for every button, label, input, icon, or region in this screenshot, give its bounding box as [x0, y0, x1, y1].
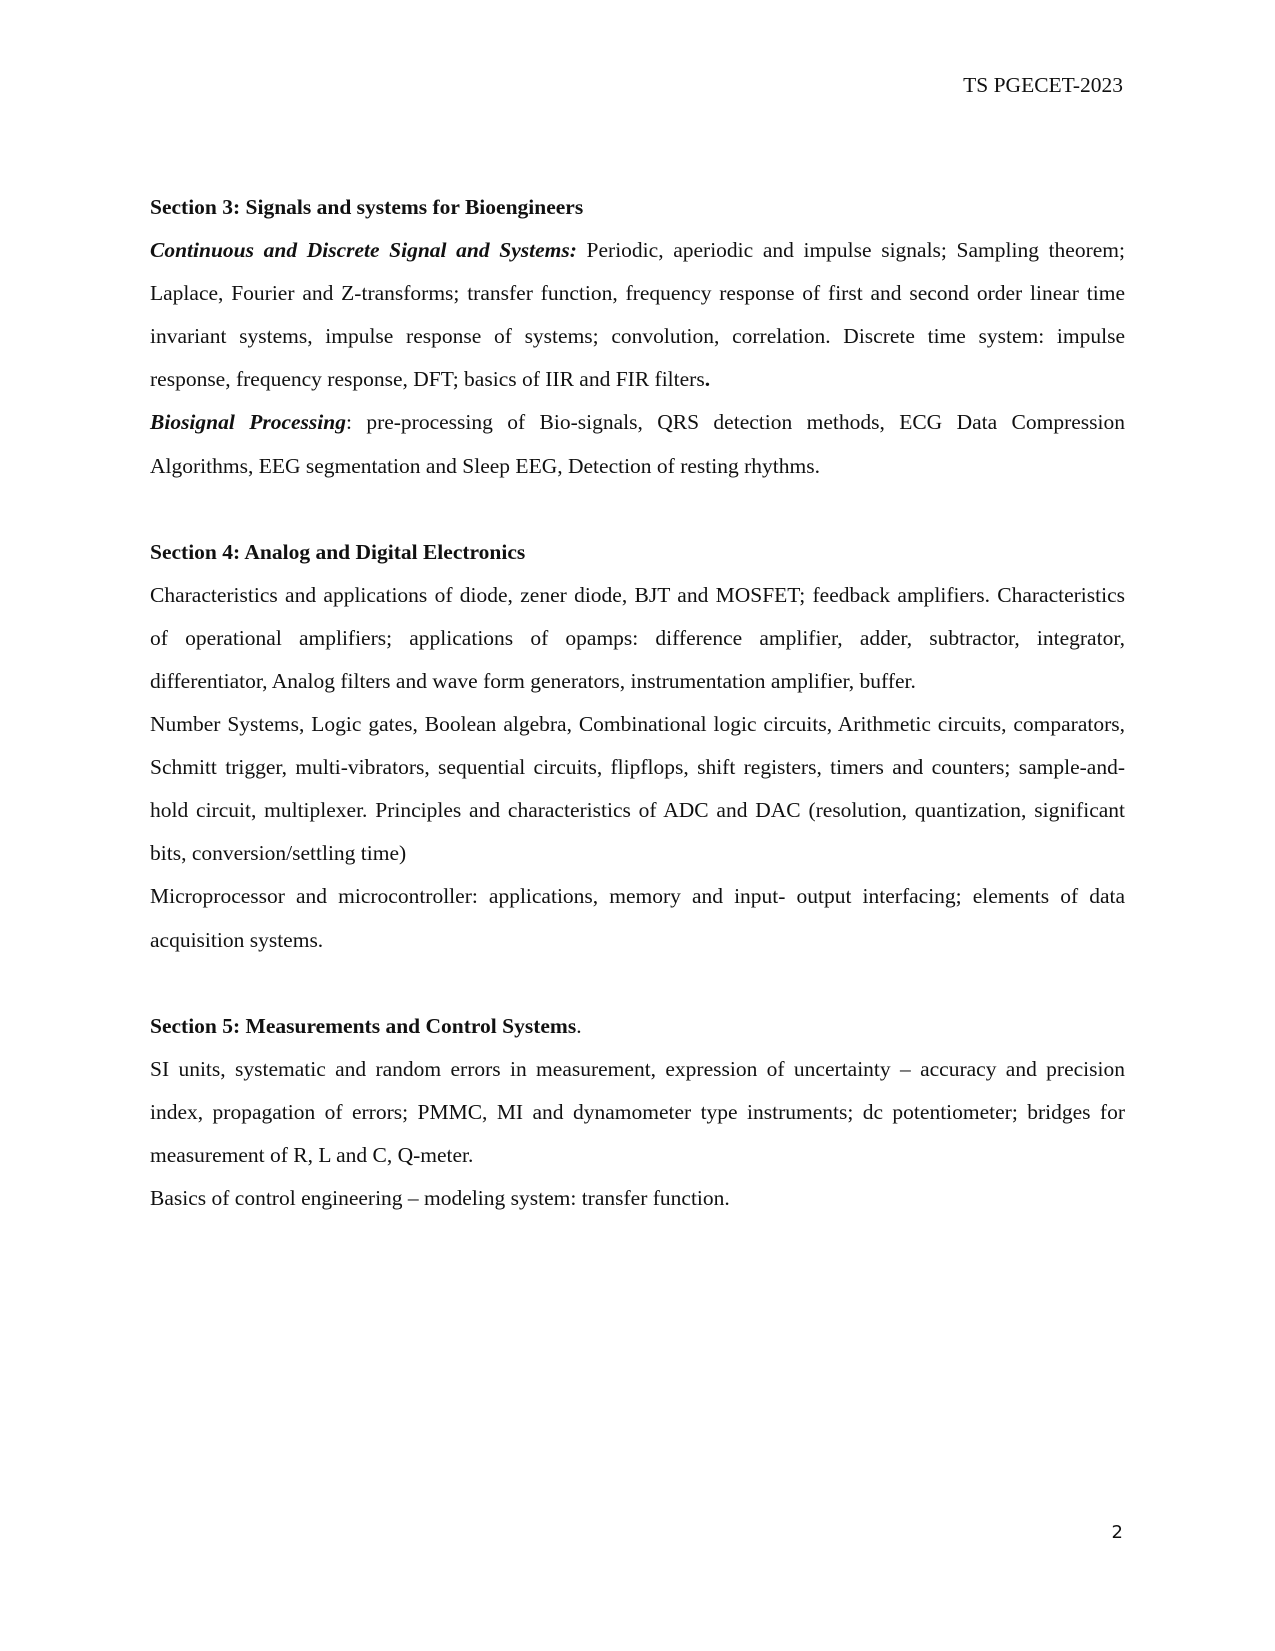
page-number: 2 — [1111, 1522, 1123, 1543]
signals-text: Periodic, aperiodic and impulse signals; Sampling theorem; Laplace, Fourier and Z-transforms; transfer function, frequency response of first and second order linear time invariant systems, impulse response of systems; convolution, correlation. Discrete time system: impulse response, frequency response, DFT; basics of IIR and FIR filters — [150, 238, 1125, 392]
signals-lead-term: Continuous and Discrete Signal and Systems: — [150, 238, 577, 263]
section-5-paragraph-measurements: SI units, systematic and random errors in measurement, expression of uncertainty – accuracy and precision index, propagation of errors; PMMC, MI and dynamometer type instruments; dc potentiometer; bridges for measurement of R, L and C, Q-meter. — [150, 1056, 1125, 1167]
section-4 — [150, 531, 1125, 962]
section-4-paragraph-analog: Characteristics and applications of diode, zener diode, BJT and MOSFET; feedback amplifiers. Characteristics of operational amplifiers; applications of opamps: difference amplifier, adder, subtractor, integrator, differentiator, Analog filters and wave form generators, instrumentation amplifier, buffer. — [150, 582, 1125, 693]
document-header — [963, 72, 1123, 98]
section-5-title-text: Section 5: Measurements and Control Systems — [150, 1013, 577, 1038]
section-4-paragraph-digital: Number Systems, Logic gates, Boolean algebra, Combinational logic circuits, Arithmetic circuits, comparators, Schmitt trigger, multi-vibrators, sequential circuits, flipflops, shift registers, timers and counters; sample-and-hold circuit, multiplexer. Principles and characteristics of ADC and DAC (resolution, quantization, significant bits, conversion/settling time) — [150, 712, 1125, 866]
section-4-title: Section 4: Analog and Digital Electronics — [150, 539, 526, 564]
section-5-title-period: . — [576, 1013, 582, 1038]
page-content — [150, 186, 1125, 1220]
section-5 — [150, 1005, 1125, 1220]
section-3-paragraph-biosignal — [150, 401, 1125, 487]
section-3-paragraph-signals — [150, 229, 1125, 401]
section-5-title — [150, 1005, 1125, 1048]
section-4-paragraph-microprocessor: Microprocessor and microcontroller: applications, memory and input- output interfacing; elements of data acquisition systems. — [150, 884, 1125, 952]
header-title: TS PGECET-2023 — [963, 73, 1123, 97]
section-3-title: Section 3: Signals and systems for Bioengineers — [150, 195, 584, 219]
signals-end-period: . — [704, 367, 711, 392]
section-5-paragraph-control: Basics of control engineering – modeling system: transfer function. — [150, 1185, 730, 1210]
section-3 — [150, 186, 1125, 488]
biosignal-text: : pre-processing of Bio-signals, QRS detection methods, ECG Data Compression Algorithms, EEG segmentation and Sleep EEG, Detection of resting rhythms. — [150, 410, 1125, 478]
biosignal-lead-term: Biosignal Processing — [150, 410, 346, 435]
